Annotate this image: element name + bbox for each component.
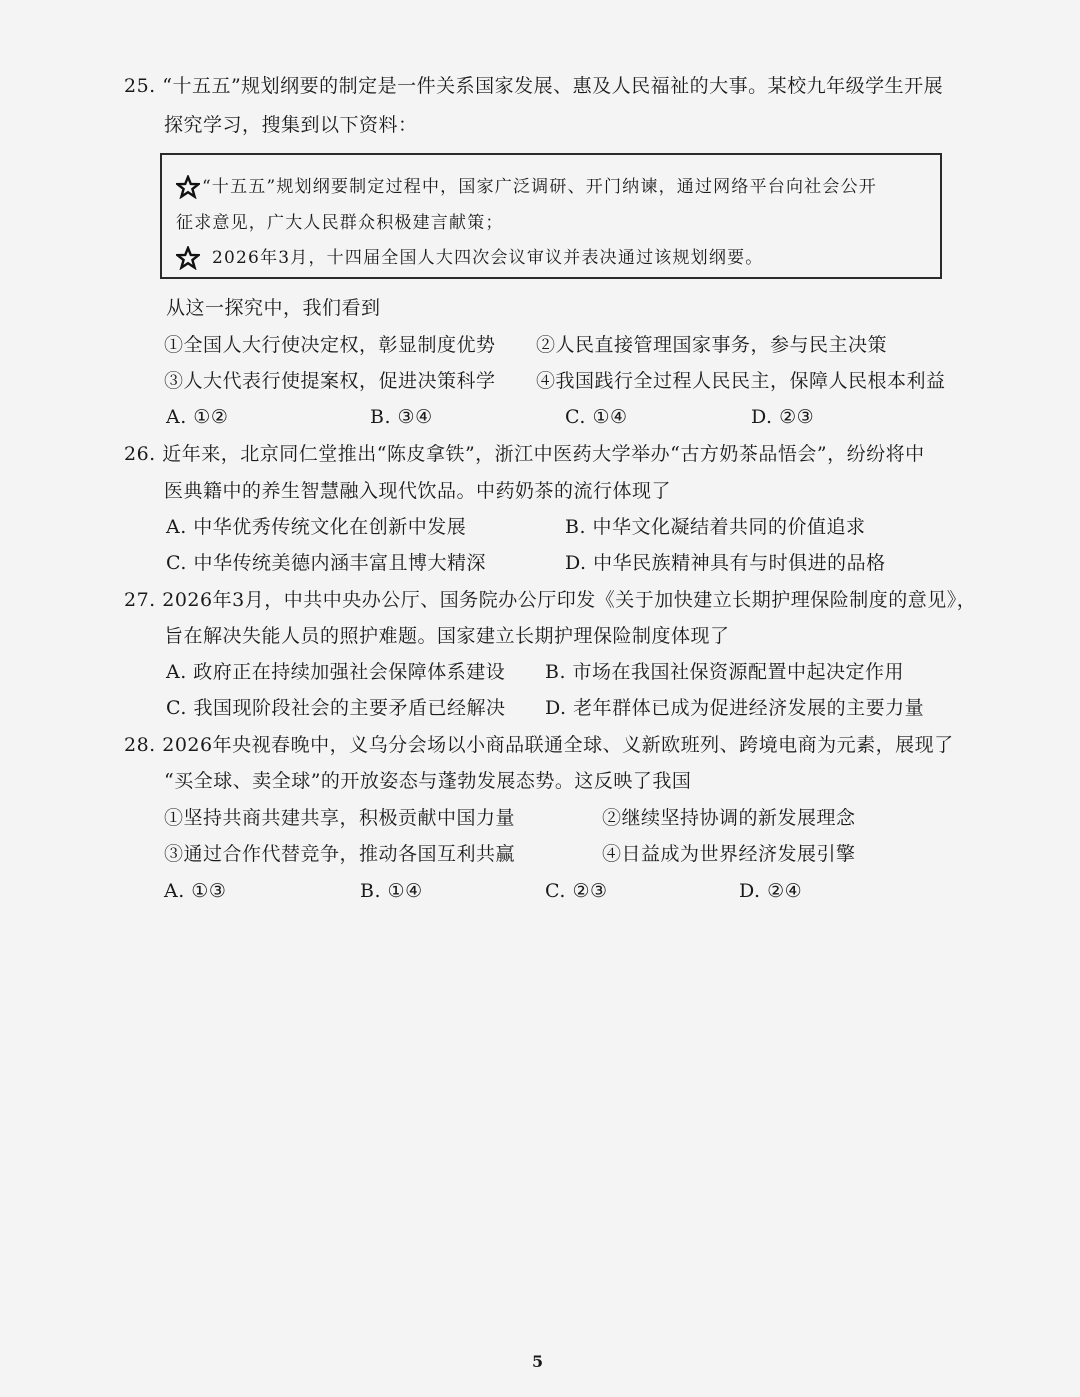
q25-option-a: A. ①② [166, 406, 229, 428]
q27-option-d: D. 老年群体已成为促进经济发展的主要力量 [545, 697, 925, 719]
material-item1-line2: 征求意见，广大人民群众积极建言献策； [176, 213, 504, 233]
q27-stem-line1: 27. 2026年3月，中共中央办公厅、国务院办公厅印发《关于加快建立长期护理保险制度的意见》， [124, 589, 977, 611]
q25-option-d: D. ②③ [751, 406, 815, 428]
q28-stem-line1: 28. 2026年央视春晚中，义乌分会场以小商品联通全球、义新欧班列、跨境电商为元素，展现了 [124, 734, 954, 756]
q26-option-d: D. 中华民族精神具有与时俱进的品格 [565, 552, 886, 574]
q28-statement-3: ③通过合作代替竞争，推动各国互利共赢 [164, 843, 516, 865]
q26-stem-line1: 26. 近年来，北京同仁堂推出“陈皮拿铁”，浙江中医药大学举办“古方奶茶品悟会”，纷纷将中 [124, 443, 925, 465]
page-number: 5 [532, 1352, 544, 1371]
q28-statement-4: ④日益成为世界经济发展引擎 [602, 843, 856, 865]
q26-option-c: C. 中华传统美德内涵丰富且博大精深 [166, 552, 486, 574]
q28-option-c: C. ②③ [545, 880, 608, 902]
q25-stem-line2: 探究学习，搜集到以下资料： [164, 114, 418, 136]
q27-option-a: A. 政府正在持续加强社会保障体系建设 [166, 661, 506, 683]
q25-stem-line1: 25. “十五五”规划纲要的制定是一件关系国家发展、惠及人民福祉的大事。某校九年级学生开展 [124, 75, 944, 97]
q27-stem-line2: 旨在解决失能人员的照护难题。国家建立长期护理保险制度体现了 [164, 625, 730, 647]
material-box [160, 153, 942, 279]
q27-option-b: B. 市场在我国社保资源配置中起决定作用 [545, 661, 905, 683]
q25-lead: 从这一探究中，我们看到 [166, 297, 381, 319]
star-icon [176, 246, 200, 270]
q28-option-b: B. ①④ [360, 880, 423, 902]
q25-statement-3: ③人大代表行使提案权，促进决策科学 [164, 370, 496, 392]
star-icon [176, 175, 200, 199]
q28-statement-2: ②继续坚持协调的新发展理念 [602, 807, 856, 829]
material-item1-line1: “十五五”规划纲要制定过程中，国家广泛调研、开门纳谏，通过网络平台向社会公开 [202, 177, 877, 197]
q27-option-c: C. 我国现阶段社会的主要矛盾已经解决 [166, 697, 506, 719]
q26-stem-line2: 医典籍中的养生智慧融入现代饮品。中药奶茶的流行体现了 [164, 480, 672, 502]
q25-option-c: C. ①④ [565, 406, 628, 428]
q28-stem-line2: “买全球、卖全球”的开放姿态与蓬勃发展态势。这反映了我国 [164, 770, 692, 792]
q25-statement-4: ④我国践行全过程人民民主，保障人民根本利益 [536, 370, 946, 392]
q28-statement-1: ①坚持共商共建共享，积极贡献中国力量 [164, 807, 516, 829]
q26-option-b: B. 中华文化凝结着共同的价值追求 [565, 516, 866, 538]
material-item2: 2026年3月，十四届全国人大四次会议审议并表决通过该规划纲要。 [212, 248, 764, 268]
q26-option-a: A. 中华优秀传统文化在创新中发展 [166, 516, 467, 538]
q28-option-d: D. ②④ [739, 880, 803, 902]
q25-statement-1: ①全国人大行使决定权，彰显制度优势 [164, 334, 496, 356]
q25-statement-2: ②人民直接管理国家事务，参与民主决策 [536, 334, 888, 356]
q28-option-a: A. ①③ [164, 880, 227, 902]
q25-option-b: B. ③④ [370, 406, 433, 428]
